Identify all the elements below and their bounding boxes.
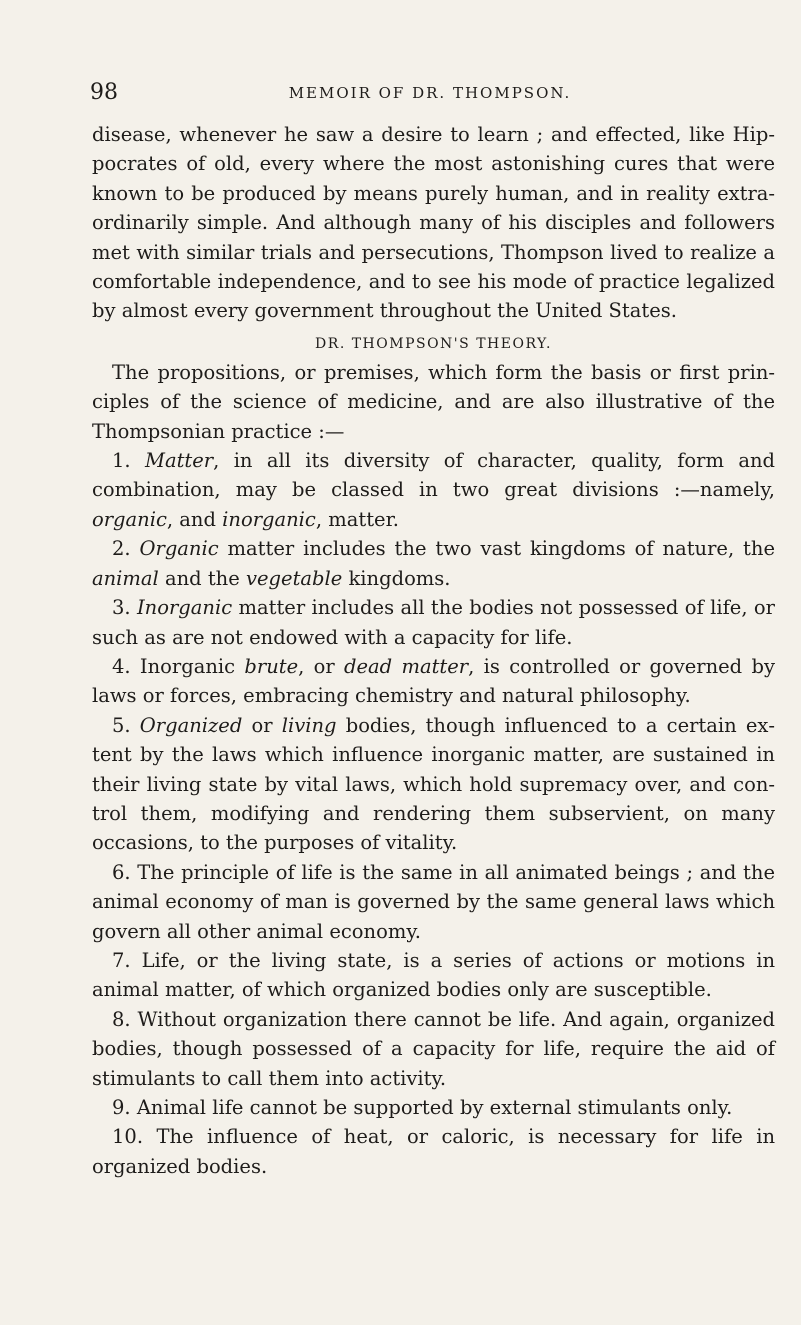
proposition-3: 3. Inorganic matter includes all the bodies not possessed of life, or such as are not endowed with a capacity for life. — [92, 596, 775, 649]
proposition-number: 9. — [112, 1096, 131, 1119]
proposition-8: 8. Without organization there cannot be life. And again, organized bodies, though possessed of a capacity for life, require the aid of stimulants to call them into activity. — [92, 1007, 775, 1090]
section-heading: DR. THOMPSON'S THEORY. — [315, 335, 552, 352]
proposition-number: 2. — [112, 537, 131, 561]
proposition-number: 4. — [112, 654, 131, 678]
page-header — [90, 80, 770, 110]
proposition-1: 1. Matter, in all its diversity of character, quality, form and combination, may be classed in two great divisions :—namely, organic, and inorganic, matter. — [92, 449, 775, 531]
proposition-5: 5. Organized or living bodies, though influenced to a certain extent by the laws which influence inorganic matter, are sustained in their living state by vital laws, which hold supremacy over, and control them, modifying and rendering them subservient, on many occasions, to the purposes of vitality. — [92, 713, 775, 855]
proposition-6: 6. The principle of life is the same in all animated beings ; and the animal economy of man is governed by the same general laws which govern all other animal economy. — [92, 860, 775, 943]
opening-paragraph: disease, whenever he saw a desire to learn ; and effected, like Hippocrates of old, every where the most astonishing cures that were known to be produced by means purely human, and in reality extraordinarily simple. And although many of his disciples and followers met with similar trials and persecutions, Thompson lived to realize a comfortable independence, and to see his mode of practice legalized by almost every government throughout the United States. — [92, 123, 775, 323]
proposition-4: 4. Inorganic brute, or dead matter, is controlled or governed by laws or forces, embracing chemistry and natural philosophy. — [92, 654, 775, 708]
proposition-number: 7. — [112, 948, 131, 972]
proposition-number: 5. — [112, 713, 131, 737]
page-number: 98 — [90, 80, 118, 105]
proposition-2: 2. Organic matter includes the two vast kingdoms of nature, the animal and the vegetable kingdoms. — [92, 537, 775, 590]
proposition-number: 6. — [112, 860, 131, 884]
intro-paragraph: The propositions, or premises, which form the basis or first principles of the science of medicine, and are also illustrative of the Thompsonian practice :— — [92, 360, 775, 443]
proposition-number: 10. — [112, 1125, 144, 1149]
running-title: MEMOIR OF DR. THOMPSON. — [288, 84, 572, 102]
proposition-9: 9. Animal life cannot be supported by external stimulants only. — [112, 1096, 733, 1119]
proposition-number: 3. — [112, 596, 131, 620]
proposition-number: 8. — [112, 1007, 131, 1031]
proposition-10: 10. The influence of heat, or caloric, is necessary for life in organized bodies. — [92, 1125, 776, 1178]
page-body — [92, 120, 775, 1181]
proposition-7: 7. Life, or the living state, is a series of actions or motions in animal matter, of which organized bodies only are susceptible. — [92, 948, 775, 1002]
proposition-number: 1. — [112, 449, 131, 473]
